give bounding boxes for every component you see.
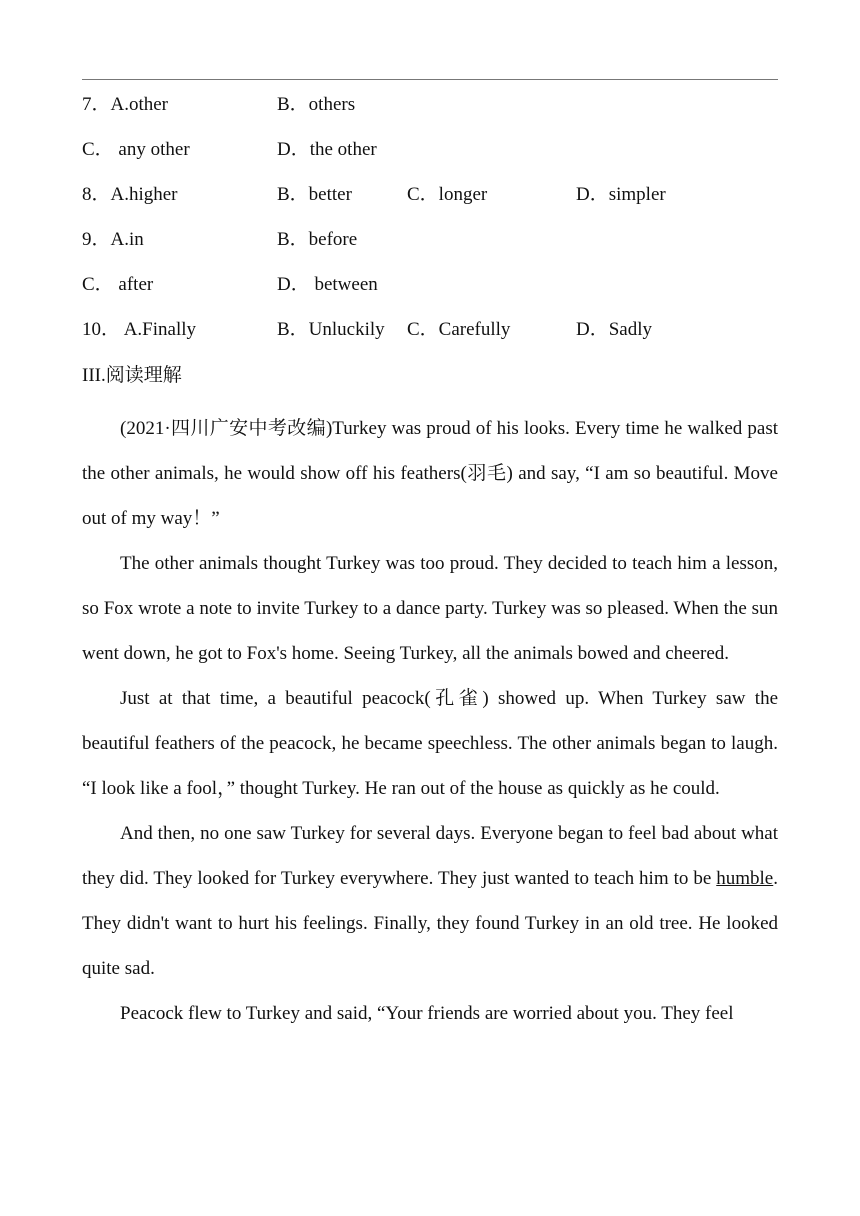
reading-passage xyxy=(82,406,778,1036)
paragraph: Peacock flew to Turkey and said, “Your friends are worried about you. They feel xyxy=(120,1003,734,1024)
option-d: D．the other xyxy=(277,139,377,160)
option-b: B．before xyxy=(277,229,358,250)
paragraph-text: And then, no one saw Turkey for several days. Everyone began to feel bad about what they did. They looked for Turkey everywhere. They just wanted to teach him to be xyxy=(82,823,778,889)
option-c: C．Carefully xyxy=(407,319,511,340)
underlined-word: humble xyxy=(716,868,774,889)
option-c: C．longer xyxy=(407,184,488,205)
paragraph xyxy=(82,811,778,991)
option-a: 9．A.in xyxy=(82,229,144,250)
option-d: D．simpler xyxy=(576,184,666,205)
paragraph-text: . They didn't want to hurt his feelings. Finally, they found Turkey in an old tree. He looked quite sad. xyxy=(82,868,778,979)
section-title: III.阅读理解 xyxy=(82,365,182,386)
option-a: 7．A.other xyxy=(82,94,169,115)
option-a: 10． A.Finally xyxy=(82,319,197,340)
paragraph: Just at that time, a beautiful peacock(孔雀) showed up. When Turkey saw the beautiful feathers of the peacock, he became speechless. The other animals began to laugh. “I look like a fool，” thought Turkey. He ran out of the house as quickly as he could. xyxy=(82,688,778,799)
option-b: B．Unluckily xyxy=(277,319,385,340)
option-d: D．Sadly xyxy=(576,319,653,340)
option-b: B．others xyxy=(277,94,356,115)
paragraph: The other animals thought Turkey was too proud. They decided to teach him a lesson, so Fox wrote a note to invite Turkey to a dance party. Turkey was so pleased. When the sun went down, he got to Fox's home. Seeing Turkey, all the animals bowed and cheered. xyxy=(82,553,778,664)
option-c: C． any other xyxy=(82,139,190,160)
option-a: 8．A.higher xyxy=(82,184,178,205)
option-c: C． after xyxy=(82,274,154,295)
paragraph: (2021·四川广安中考改编)Turkey was proud of his looks. Every time he walked past the other animals, he would show off his feathers(羽毛) and say, “I am so beautiful. Move out of my way！” xyxy=(82,418,778,529)
header-rule xyxy=(82,79,778,80)
option-d: D． between xyxy=(277,274,378,295)
option-b: B．better xyxy=(277,184,352,205)
